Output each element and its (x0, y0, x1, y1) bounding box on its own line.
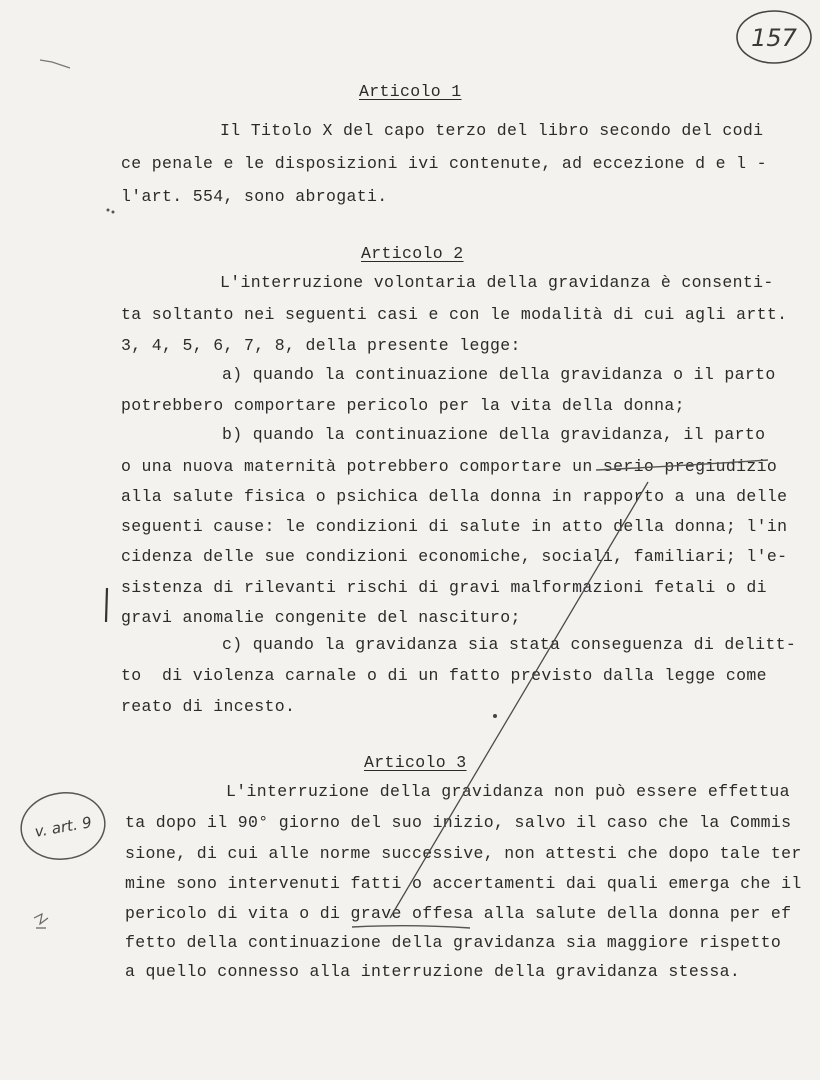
article-1-heading: Articolo 1 (359, 82, 462, 101)
article-2-line: reato di incesto. (121, 697, 296, 716)
article-1-line: Il Titolo X del capo terzo del libro secondo del codi (220, 121, 764, 140)
article-3-line: fetto della continuazione della gravidanza sia maggiore rispetto (125, 933, 782, 952)
article-2-line: to di violenza carnale o di un fatto previsto dalla legge come (121, 666, 767, 685)
article-2-line: b) quando la continuazione della gravidanza, il parto (222, 425, 766, 444)
article-2-line: L'interruzione volontaria della gravidanza è consenti- (220, 273, 774, 292)
article-2-line: cidenza delle sue condizioni economiche, sociali, familiari; l'e- (121, 547, 788, 566)
article-2-line: 3, 4, 5, 6, 7, 8, della presente legge: (121, 336, 521, 355)
dot-mark (107, 209, 110, 212)
margin-bar (106, 588, 107, 622)
article-2-line: o una nuova maternità potrebbero comportare un serio pregiudizio (121, 457, 778, 476)
article-2-line: seguenti cause: le condizioni di salute in atto della donna; l'in (121, 517, 788, 536)
margin-note-circle (17, 787, 109, 864)
page-number: 157 (751, 24, 797, 52)
article-3-line: a quello connesso alla interruzione della gravidanza stessa. (125, 962, 741, 981)
dot-mark (493, 714, 497, 718)
article-2-line: alla salute fisica o psichica della donna in rapporto a una delle (121, 487, 788, 506)
article-2-line: c) quando la gravidanza sia stata conseguenza di delitt- (222, 635, 797, 654)
article-3-line: sione, di cui alle norme successive, non attesti che dopo tale ter (125, 844, 802, 863)
article-2-line: ta soltanto nei seguenti casi e con le modalità di cui agli artt. (121, 305, 788, 324)
article-2-line: a) quando la continuazione della gravidanza o il parto (222, 365, 776, 384)
article-3-heading: Articolo 3 (364, 753, 467, 772)
article-2-heading: Articolo 2 (361, 244, 464, 263)
article-2-line: potrebbero comportare pericolo per la vita della donna; (121, 396, 685, 415)
dot-mark (112, 211, 115, 214)
article-3-line: mine sono intervenuti fatti o accertamenti dai quali emerga che il (125, 874, 802, 893)
article-2-line: sistenza di rilevanti rischi di gravi malformazioni fetali o di (121, 578, 767, 597)
article-1-line: ce penale e le disposizioni ivi contenute, ad eccezione d e l - (121, 154, 767, 173)
article-3-line: ta dopo il 90° giorno del suo inizio, salvo il caso che la Commis (125, 813, 792, 832)
underline-mark (352, 926, 470, 928)
margin-note: v. art. 9 (33, 813, 94, 841)
article-1-line: l'art. 554, sono abrogati. (121, 187, 388, 206)
article-3-line: L'interruzione della gravidanza non può essere effettua (226, 782, 790, 801)
stray-mark (40, 60, 70, 68)
margin-scribble (34, 914, 48, 928)
page-number-circle (737, 11, 811, 63)
article-2-line: gravi anomalie congenite del nascituro; (121, 608, 521, 627)
article-3-line: pericolo di vita o di grave offesa alla salute della donna per ef (125, 904, 792, 923)
